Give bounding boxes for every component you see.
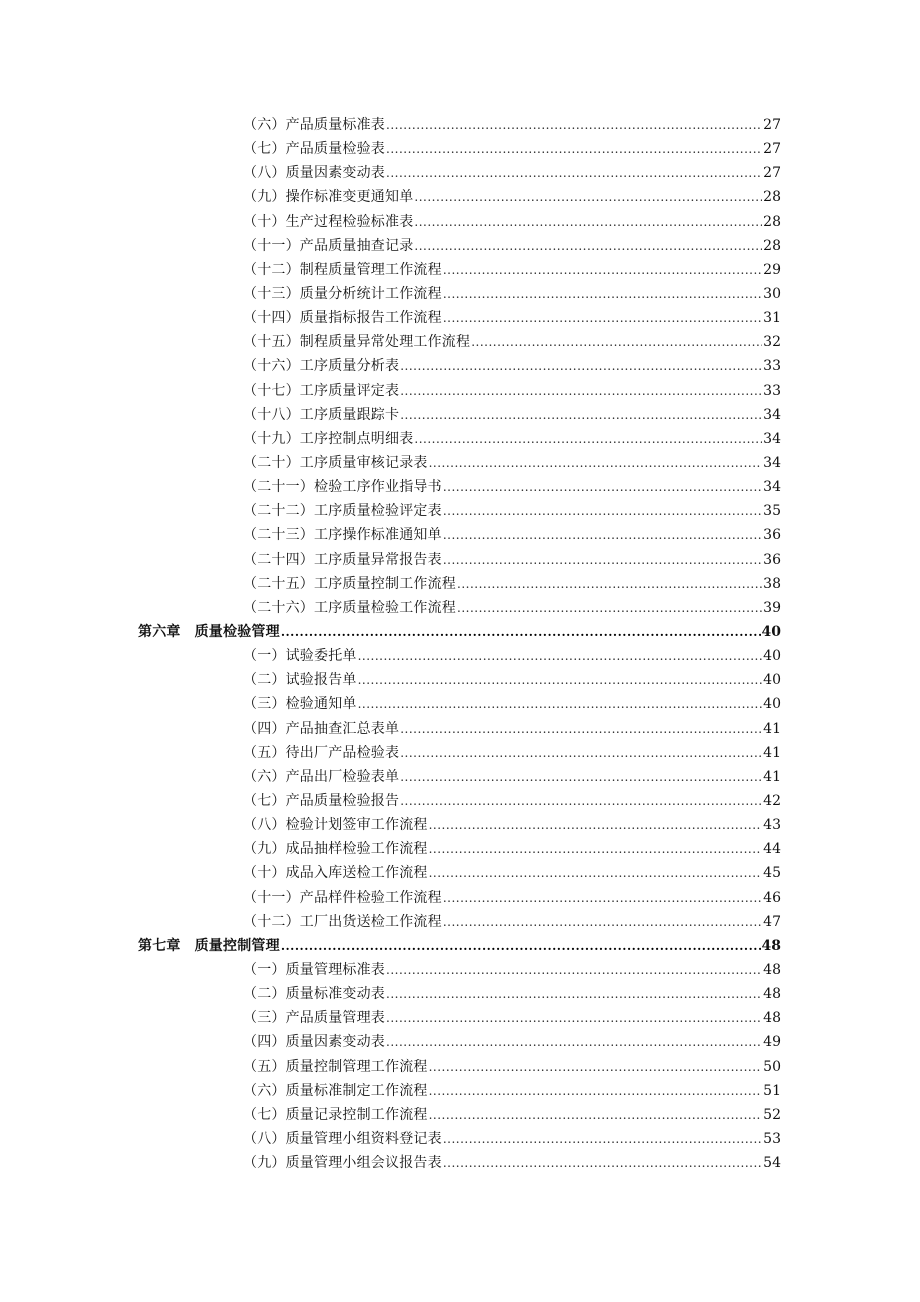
- toc-page-number: 38: [763, 575, 781, 592]
- toc-entry-title: （二）试验报告单: [243, 672, 357, 689]
- dot-leader: [400, 771, 762, 783]
- toc-entry[interactable]: [0, 1030, 781, 1054]
- dot-leader: [400, 409, 762, 421]
- toc-entry[interactable]: [0, 427, 781, 451]
- toc-entry[interactable]: [0, 958, 781, 982]
- toc-entry-title: （十五）制程质量异常处理工作流程: [243, 334, 471, 351]
- toc-entry[interactable]: [0, 692, 781, 716]
- chapter-name: 质量检验管理: [194, 624, 280, 641]
- dot-leader: [429, 1109, 763, 1121]
- dot-leader: [443, 1133, 762, 1145]
- toc-entry-title: （二十六）工序质量检验工作流程: [243, 599, 456, 616]
- toc-entry[interactable]: [0, 330, 781, 354]
- toc-page-number: 33: [763, 358, 781, 375]
- toc-entry-title: （七）产品质量检验表: [243, 141, 385, 158]
- toc-entry[interactable]: [0, 644, 781, 668]
- dot-leader: [386, 1012, 762, 1024]
- toc-page-number: 45: [763, 865, 781, 882]
- toc-entry[interactable]: [0, 1151, 781, 1175]
- toc-page-number: 54: [763, 1155, 781, 1172]
- toc-page-number: 27: [763, 141, 781, 158]
- toc-page-number: 41: [763, 744, 781, 761]
- toc-entry[interactable]: [0, 813, 781, 837]
- toc-page-number: 31: [763, 310, 781, 327]
- toc-page-number: 53: [763, 1130, 781, 1147]
- dot-leader: [386, 988, 762, 1000]
- chapter-number: 第六章: [138, 624, 181, 641]
- toc-chapter-entry[interactable]: [0, 934, 781, 958]
- toc-page-number: 33: [763, 382, 781, 399]
- dot-leader: [414, 240, 762, 252]
- toc-page-number: 34: [763, 430, 781, 447]
- toc-page-number: 41: [763, 720, 781, 737]
- toc-entry-title: （二十五）工序质量控制工作流程: [243, 575, 456, 592]
- toc-page-number: 42: [763, 793, 781, 809]
- toc-page-number: 32: [763, 334, 781, 351]
- toc-entry-title: （十一）产品样件检验工作流程: [243, 889, 442, 906]
- toc-page-number: 34: [763, 455, 781, 472]
- toc-entry-title: （二十四）工序质量异常报告表: [243, 551, 442, 568]
- dot-leader: [457, 578, 762, 590]
- toc-page-number: 43: [763, 817, 781, 834]
- toc-page-number: 30: [763, 286, 781, 303]
- dot-leader: [443, 288, 762, 300]
- toc-page-number: 51: [763, 1082, 781, 1099]
- dot-leader: [443, 529, 762, 541]
- toc-page-number: 40: [763, 672, 781, 689]
- toc-entry-title: （八）质量管理小组资料登记表: [243, 1130, 442, 1147]
- toc-entry[interactable]: [0, 451, 781, 475]
- toc-page-number: 36: [763, 551, 781, 568]
- toc-entry[interactable]: [0, 234, 781, 258]
- toc-entry-title: （三）产品质量管理表: [243, 1010, 385, 1027]
- toc-page-number: 41: [763, 768, 781, 785]
- toc-entry[interactable]: [0, 982, 781, 1006]
- toc-page-number: 28: [763, 237, 781, 254]
- toc-entry[interactable]: [0, 282, 781, 306]
- toc-entry[interactable]: [0, 306, 781, 330]
- toc-entry-title: （九）质量管理小组会议报告表: [243, 1155, 442, 1172]
- toc-page-number: 27: [763, 117, 781, 134]
- toc-entry-title: （十四）质量指标报告工作流程: [243, 310, 442, 327]
- toc-page-number: 28: [763, 189, 781, 206]
- dot-leader: [443, 481, 762, 493]
- toc-entry[interactable]: [0, 1054, 781, 1078]
- toc-entry[interactable]: [0, 789, 781, 813]
- toc-entry-title: （六）产品质量标准表: [243, 117, 385, 134]
- chapter-number: 第七章: [138, 937, 181, 954]
- toc-entry-title: （七）产品质量检验报告: [243, 793, 400, 809]
- dot-leader: [443, 1157, 762, 1169]
- toc-entry[interactable]: [0, 258, 781, 282]
- toc-entry-title: （八）检验计划签审工作流程: [243, 817, 428, 834]
- toc-entry[interactable]: [0, 403, 781, 427]
- toc-entry-title: （四）产品抽查汇总表单: [243, 720, 400, 737]
- dot-leader: [443, 312, 762, 324]
- toc-entry[interactable]: [0, 910, 781, 934]
- dot-leader: [400, 723, 762, 735]
- toc-entry-title: （十八）工序质量跟踪卡: [243, 406, 400, 423]
- chapter-name: 质量控制管理: [194, 937, 280, 954]
- toc-entry[interactable]: [0, 717, 781, 741]
- toc-page-number: 46: [763, 889, 781, 906]
- dot-leader: [414, 216, 762, 228]
- toc-entry[interactable]: [0, 572, 781, 596]
- toc-entry-title: （十七）工序质量评定表: [243, 382, 400, 399]
- dot-leader: [358, 674, 763, 686]
- toc-entry[interactable]: [0, 137, 781, 161]
- dot-leader: [414, 433, 762, 445]
- dot-leader: [443, 264, 762, 276]
- dot-leader: [386, 167, 762, 179]
- toc-page-number: 27: [763, 165, 781, 182]
- toc-page-number: 36: [763, 527, 781, 544]
- toc-entry-title: （十一）产品质量抽查记录: [243, 237, 414, 254]
- toc-entry-title: （二十二）工序质量检验评定表: [243, 503, 442, 520]
- dot-leader: [443, 916, 762, 928]
- toc-entry-title: （二十一）检验工序作业指导书: [243, 479, 442, 496]
- toc-page-number: 34: [763, 479, 781, 496]
- toc-page-number: 50: [763, 1058, 781, 1075]
- toc-page-number: 40: [763, 648, 781, 665]
- toc-entry-title: （六）质量标准制定工作流程: [243, 1082, 428, 1099]
- dot-leader: [471, 336, 762, 348]
- toc-entry[interactable]: [0, 837, 781, 861]
- toc-page-number: 34: [763, 406, 781, 423]
- toc-entry[interactable]: [0, 185, 781, 209]
- toc-entry[interactable]: [0, 886, 781, 910]
- dot-leader: [429, 1085, 763, 1097]
- toc-page-number: 48: [761, 937, 781, 954]
- toc-page-number: 48: [763, 1010, 781, 1027]
- toc-entry-title: （一）质量管理标准表: [243, 961, 385, 978]
- toc-page-number: 48: [763, 961, 781, 978]
- toc-entry[interactable]: [0, 765, 781, 789]
- dot-leader: [386, 143, 762, 155]
- toc-entry-title: （十二）制程质量管理工作流程: [243, 261, 442, 278]
- toc-entry[interactable]: [0, 113, 781, 137]
- toc-page-number: 47: [763, 913, 781, 930]
- dot-leader: [386, 964, 762, 976]
- dot-leader: [400, 747, 762, 759]
- toc-page-number: 28: [763, 213, 781, 230]
- toc-entry[interactable]: [0, 668, 781, 692]
- toc-entry[interactable]: [0, 161, 781, 185]
- dot-leader: [443, 892, 762, 904]
- toc-page-number: 39: [763, 599, 781, 616]
- toc-entry[interactable]: [0, 523, 781, 547]
- dot-leader: [443, 554, 762, 566]
- toc-chapter-title: [138, 625, 280, 639]
- dot-leader: [429, 867, 763, 879]
- table-of-contents: [0, 113, 920, 1175]
- toc-entry-title: （二）质量标准变动表: [243, 986, 385, 1003]
- toc-entry-title: （五）待出厂产品检验表: [243, 744, 400, 761]
- toc-entry-title: （五）质量控制管理工作流程: [243, 1058, 428, 1075]
- dot-leader: [386, 119, 762, 131]
- toc-entry-title: （九）成品抽样检验工作流程: [243, 841, 428, 858]
- toc-page-number: 52: [763, 1106, 781, 1123]
- toc-entry-title: （八）质量因素变动表: [243, 165, 385, 182]
- toc-page-number: 29: [763, 261, 781, 278]
- dot-leader: [358, 650, 763, 662]
- toc-page-number: 40: [763, 696, 781, 713]
- dot-leader: [358, 698, 763, 710]
- toc-entry[interactable]: [0, 861, 781, 885]
- dot-leader: [429, 819, 763, 831]
- toc-page-number: 40: [761, 624, 781, 641]
- toc-entry[interactable]: [0, 596, 781, 620]
- dot-leader: [400, 385, 762, 397]
- toc-entry-title: （九）操作标准变更通知单: [243, 189, 414, 206]
- toc-page-number: 44: [763, 841, 781, 858]
- toc-entry[interactable]: [0, 1006, 781, 1030]
- dot-leader: [443, 505, 762, 517]
- toc-page-number: 48: [763, 986, 781, 1003]
- dot-leader: [429, 1061, 763, 1073]
- toc-chapter-entry[interactable]: [0, 620, 781, 644]
- toc-entry[interactable]: [0, 1127, 781, 1151]
- toc-entry-title: （一）试验委托单: [243, 648, 357, 665]
- toc-entry[interactable]: [0, 1079, 781, 1103]
- toc-entry[interactable]: [0, 548, 781, 572]
- toc-entry-title: （四）质量因素变动表: [243, 1034, 385, 1051]
- dot-leader: [429, 457, 763, 469]
- toc-page-number: 49: [763, 1034, 781, 1051]
- toc-entry[interactable]: [0, 354, 781, 378]
- toc-entry[interactable]: [0, 741, 781, 765]
- toc-chapter-title: [138, 939, 280, 953]
- dot-leader: [400, 360, 762, 372]
- toc-entry-title: （六）产品出厂检验表单: [243, 768, 400, 785]
- toc-entry-title: （七）质量记录控制工作流程: [243, 1106, 428, 1123]
- toc-entry[interactable]: [0, 1103, 781, 1127]
- toc-entry[interactable]: [0, 210, 781, 234]
- toc-entry[interactable]: [0, 475, 781, 499]
- toc-page-number: 35: [763, 503, 781, 520]
- dot-leader: [457, 602, 762, 614]
- toc-entry-title: （十）生产过程检验标准表: [243, 213, 414, 230]
- dot-leader: [386, 1036, 762, 1048]
- toc-entry-title: （十三）质量分析统计工作流程: [243, 286, 442, 303]
- toc-entry[interactable]: [0, 499, 781, 523]
- dot-leader: [429, 843, 763, 855]
- toc-entry-title: （三）检验通知单: [243, 696, 357, 713]
- toc-entry-title: （二十三）工序操作标准通知单: [243, 527, 442, 544]
- toc-entry-title: （十）成品入库送检工作流程: [243, 865, 428, 882]
- toc-entry-title: （十九）工序控制点明细表: [243, 430, 414, 447]
- toc-entry[interactable]: [0, 379, 781, 403]
- toc-entry-title: （二十）工序质量审核记录表: [243, 455, 428, 472]
- dot-leader: [414, 191, 762, 203]
- dot-leader: [281, 940, 761, 952]
- dot-leader: [281, 626, 761, 638]
- dot-leader: [400, 795, 762, 807]
- toc-entry-title: （十二）工厂出货送检工作流程: [243, 913, 442, 930]
- toc-entry-title: （十六）工序质量分析表: [243, 358, 400, 375]
